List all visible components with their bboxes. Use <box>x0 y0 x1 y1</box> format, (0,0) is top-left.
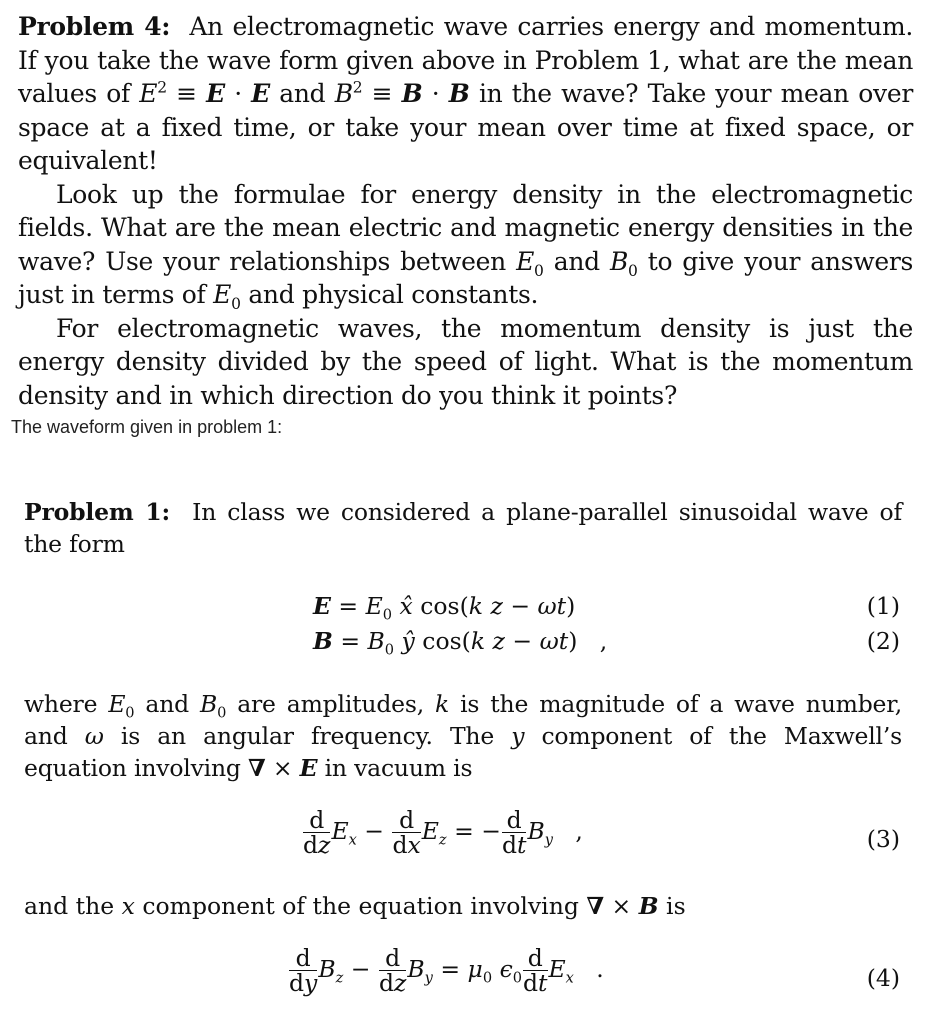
equation-1-number: (1) <box>866 592 900 620</box>
problem-1-label: Problem 1: <box>24 498 170 526</box>
problem-4-paragraph-1: Problem 4: An electromagnetic wave carries energy and momentum. If you take the wave form given above in Problem 1, what are the mean values of $E^2 \equiv E \cdot E$ and $B^2 \equiv B \cdot B$ in the wave? Take your mean over space at a fixed time, or take your mean over time at fixed space, or equivalent! <box>18 12 914 175</box>
problem-1-intro: Problem 1: In class we considered a plane-parallel sinusoidal wave of the form <box>24 498 903 558</box>
caption: The waveform given in problem 1: <box>11 417 283 437</box>
equation-2-number: (2) <box>866 627 900 655</box>
equation-3: $\frac{d}{dz}$ $E_x$ − $\frac{d}{dx}$ $E_z$ = − $\frac{d}{dt}$ $B_y$ , <box>303 806 583 859</box>
equation-4-number: (4) <box>866 964 900 992</box>
equation-3-number: (3) <box>866 825 900 853</box>
problem-4 <box>18 10 913 412</box>
equation-2: $B = B_0$ ŷ cos(k z − ωt) , <box>313 627 608 659</box>
problem-4-label: Problem 4: <box>18 12 171 41</box>
equation-1: $E = E_0$ x̂ cos(k z − ωt) <box>313 592 576 624</box>
problem-1-x-component-text: and the x component of the equation involving ∇ × B is <box>24 892 686 920</box>
problem-4-paragraph-2: Look up the formulae for energy density in the electromagnetic fields. What are the mean electric and magnetic energy densities in the wave? Use your relationships between $E_0$ and $B_0$ to give your answers just in terms of $E_0$ and physical constants. <box>18 179 913 313</box>
equation-4: $\frac{d}{dy}$ $B_z$ − $\frac{d}{dz}$ $B_y = \mu_0$ $\epsilon_0$ $\frac{d}{dt}$ $E_x$ . <box>289 944 604 997</box>
problem-1-where-paragraph: where $E_0$ and $B_0$ are amplitudes, k is the magnitude of a wave number, and ω is an angular frequency. The y component of the Maxwell’s equation involving ∇ × E in vacuum is <box>24 690 902 782</box>
problem-4-paragraph-3: For electromagnetic waves, the momentum density is just the energy density divided by the speed of light. What is the momentum density and in which direction do you think it points? <box>18 313 913 410</box>
